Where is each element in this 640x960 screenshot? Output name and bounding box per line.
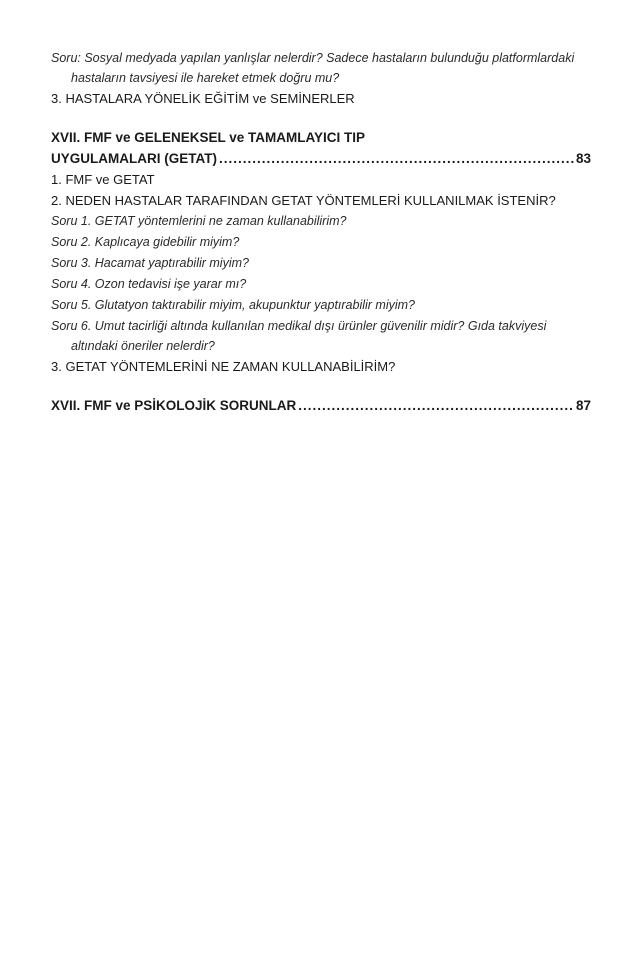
toc-chapter-psych-entry[interactable] (51, 395, 591, 416)
spacer (51, 377, 591, 395)
spacer (51, 109, 591, 127)
toc-leader-dots (298, 395, 574, 416)
toc-item-education-seminars[interactable]: 3. HASTALARA YÖNELİK EĞİTİM ve SEMİNERLER (51, 91, 355, 106)
toc-question-5[interactable]: Soru 5. Glutatyon taktırabilir miyim, akupunktur yaptırabilir miyim? (51, 298, 416, 312)
toc-question-3[interactable]: Soru 3. Hacamat yaptırabilir miyim? (51, 256, 249, 270)
toc-chapter-psych-page-number: 87 (575, 398, 591, 413)
toc-item-fmf-getat[interactable]: 1. FMF ve GETAT (51, 172, 155, 187)
toc-page (51, 48, 591, 416)
toc-chapter-getat-title-line2: UYGULAMALARI (GETAT) (51, 151, 217, 166)
toc-leader-dots (219, 148, 574, 169)
toc-question-4[interactable]: Soru 4. Ozon tedavisi işe yarar mı? (51, 277, 247, 291)
toc-question-6[interactable]: Soru 6. Umut tacirliği altında kullanılan medikal dışı ürünler güvenilir midir? Gıda takviyesi altındaki öneriler nelerdir? (51, 319, 547, 353)
toc-item-when-getat[interactable]: 3. GETAT YÖNTEMLERİNİ NE ZAMAN KULLANABİLİRİM? (51, 359, 396, 374)
toc-item-why-getat[interactable]: 2. NEDEN HASTALAR TARAFINDAN GETAT YÖNTEMLERİ KULLANILMAK İSTENİR? (51, 193, 556, 208)
toc-question-2[interactable]: Soru 2. Kaplıcaya gidebilir miyim? (51, 235, 240, 249)
toc-chapter-getat-page-number: 83 (575, 151, 591, 166)
toc-chapter-getat-entry[interactable] (51, 148, 591, 169)
toc-chapter-psych-title: XVII. FMF ve PSİKOLOJİK SORUNLAR (51, 398, 297, 413)
toc-question-social-media[interactable]: Soru: Sosyal medyada yapılan yanlışlar nelerdir? Sadece hastaların bulunduğu platformlardaki hastaların tavsiyesi ile hareket etmek doğru mu? (51, 51, 575, 85)
toc-chapter-getat-title-line1[interactable]: XVII. FMF ve GELENEKSEL ve TAMAMLAYICI TIP (51, 130, 366, 145)
toc-question-1[interactable]: Soru 1. GETAT yöntemlerini ne zaman kullanabilirim? (51, 214, 347, 228)
